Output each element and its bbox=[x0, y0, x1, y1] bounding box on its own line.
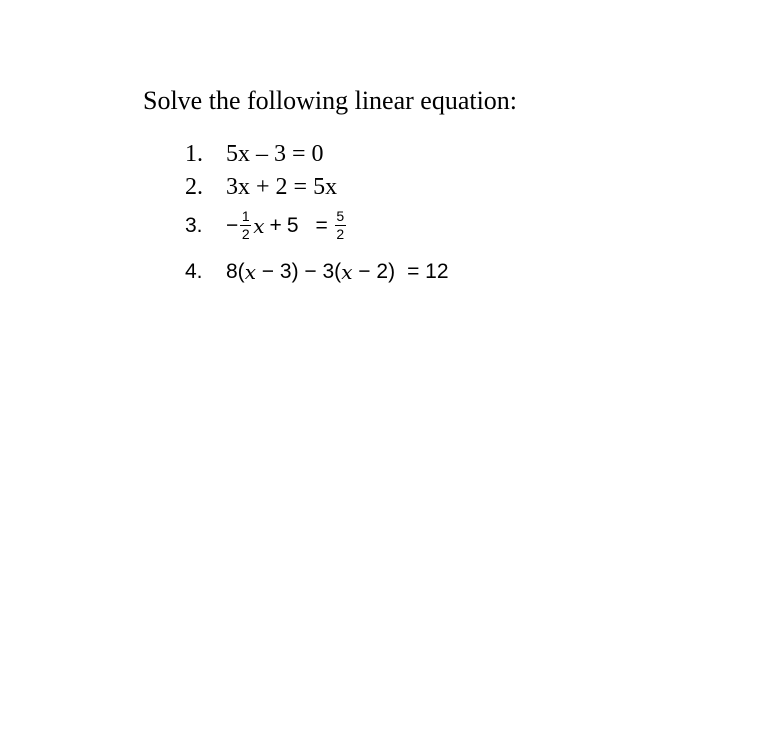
variable-x: x bbox=[253, 213, 265, 238]
equation bbox=[226, 257, 449, 287]
problem-1 bbox=[185, 139, 324, 169]
equation bbox=[226, 209, 348, 242]
fraction-one-half bbox=[240, 209, 251, 242]
equation: 3x + 2 = 5x bbox=[226, 174, 338, 200]
constant: 5 bbox=[286, 213, 299, 237]
problem-number: 1. bbox=[185, 141, 203, 167]
variable-x: x bbox=[244, 260, 256, 284]
fraction-five-halves bbox=[335, 209, 346, 242]
fraction-numerator: 5 bbox=[336, 208, 345, 224]
problem-number: 3. bbox=[185, 213, 203, 237]
equation-part: − 2) bbox=[352, 260, 396, 283]
fraction-denominator: 2 bbox=[336, 226, 345, 242]
problem-2 bbox=[185, 172, 337, 202]
problem-number: 2. bbox=[185, 174, 203, 200]
fraction-numerator: 1 bbox=[241, 208, 250, 224]
equation-part: 8( bbox=[226, 260, 245, 283]
problem-3 bbox=[185, 209, 348, 242]
minus-sign: − bbox=[226, 213, 239, 237]
fraction-denominator: 2 bbox=[241, 226, 250, 242]
problem-number: 4. bbox=[185, 260, 203, 283]
plus-sign: + bbox=[269, 213, 282, 237]
equation-rhs: = 12 bbox=[407, 260, 449, 283]
equation: 5x – 3 = 0 bbox=[226, 141, 324, 167]
equals-sign: = bbox=[315, 213, 328, 237]
variable-x: x bbox=[341, 260, 353, 284]
page-title: Solve the following linear equation: bbox=[143, 86, 518, 115]
problem-4 bbox=[185, 257, 449, 287]
equation-part: − 3) − 3( bbox=[255, 260, 342, 283]
